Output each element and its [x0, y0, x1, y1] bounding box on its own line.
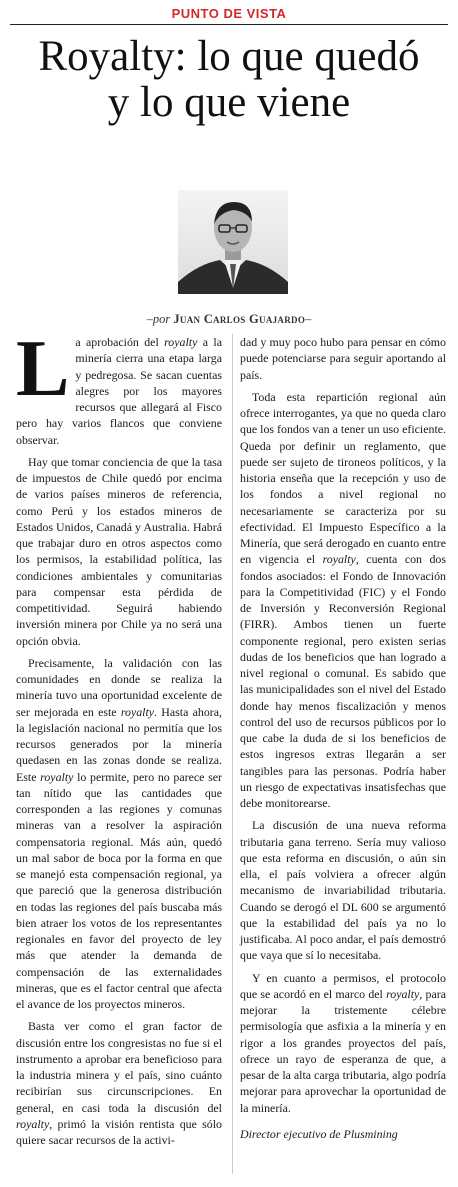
author-name: Juan Carlos Guajardo [173, 312, 306, 326]
headline [0, 34, 458, 126]
article-paragraph: La discusión de una nueva reforma tributaria gana terreno. Sería muy valioso que esta reforma en discusión, o aún sin ella, el país volviera a ofrecer algún mecanismo de invariabilidad tributaria. Cuando se derogó el DL 600 se argumentó que la estabilidad del país ya no lo justificaba. Al poco andar, el país demostró que vaya que sí lo necesitaba. [240, 818, 446, 963]
header-rule [10, 24, 448, 25]
column-divider [232, 334, 233, 1174]
article-paragraph: La aprobación del royalty a la minería cierra una etapa larga y pedregosa. Se sacan cuentas alegres por los mayores recursos que allegará al Fisco pero hay varios flancos que conviene observar. [16, 325, 222, 447]
byline-prefix: –por [146, 312, 171, 326]
author-photo [178, 190, 288, 294]
headline-line-1: Royalty: lo que quedó [38, 33, 420, 80]
article-paragraph: Toda esta repartición regional aún ofrece interrogantes, ya que no queda claro que los fondos van a tener un uso eficiente. Queda por definir un reglamento, que puede ser sujeto de tironeos políticos, y la historia enseña que la recepción y uso de los fondos a nivel regional no necesariamente se caracteriza por su efectividad. El Impuesto Específico a la Minería, que será derogado en cuanto entre en vigencia el royalty, cuenta con dos fondos asociados: el Fondo de Innovación para la Competitividad (FIC) y el Fondo de Inversión y Reconversión Regional (FIRR). Ambos tienen un fuerte componente regional, pero existen serias dudas de los beneficios que han logrado a nivel regional o comunal. Es sabido que las municipalidades son el nivel del Estado donde hay menos fiscalización y menos control del uso de recursos públicos por lo que cabe la duda de si los beneficios de estos ingresos extras llegarán a ser tangibles para las personas. Podría haber un riesgo de expectativas insatisfechas que debe monitorearse. [240, 389, 447, 810]
section-label: PUNTO DE VISTA [171, 6, 287, 21]
article-paragraph: dad y muy poco hubo para pensar en cómo puede potenciarse para seguir aportando al país. [240, 335, 446, 382]
headline-line-2: y lo que viene [107, 79, 351, 126]
article-column-left [16, 325, 223, 1154]
article-column-right [240, 334, 446, 1148]
drop-cap: L [16, 325, 70, 413]
article-paragraph: Y en cuanto a permisos, el protocolo que se acordó en el marco del royalty, para mejorar la tristemente célebre permisología que asfixia a la minería y en rigor a los grandes proyectos del país, ofrece un rayo de esperanza de que, a pesar de la alta carga tributaria, algo podría mejorar para aprovechar la oportunidad de la minería. [240, 970, 446, 1115]
article-paragraph: Basta ver como el gran factor de discusión entre los congresistas no fue si el instrumento a aprobar era beneficioso para la industria minera y el país, sino cuánto recibirían sus circunscripciones. En general, en casi toda la discusión del royalty, primó la visión rentista que sólo quiere sacar recursos de la activi- [16, 1019, 222, 1147]
article-paragraph: Precisamente, la validación con las comunidades en donde se realiza la minería tuvo una oportunidad excelente de ser mejorada en este royalty. Hasta ahora, la legislación nacional no permitía que los recursos generados por la minería quedasen en las zonas donde se realiza. Este royalty lo permite, pero no parece ser tan nítido que las cantidades que corresponden a las regiones y comunas mineras van a resolver la aspiración compensatoria regional. Más aún, quedó un mal sabor de boca por la forma en que se manejó esta compensación regional, ya que pareció que la generosa distribución en todas las regiones del país buscaba más bien atraer los votos de los representantes regionales en favor del proyecto de ley más que atender la demanda de compensación de las externalidades mineras, que es el factor central que afecta el avance de los proyectos mineros. [16, 655, 223, 1011]
byline-suffix: – [305, 312, 312, 326]
author-signature: Director ejecutivo de Plusmining [240, 1126, 398, 1141]
article-paragraph: Hay que tomar conciencia de que la tasa de impuestos de Chile quedó por encima de varios países mineros de referencia, como Perú y los estados mineros de Estados Unidos, Canadá y Australia. Habrá que trabajar duro en otros aspectos como los permisos, la estabilidad política, las condiciones ambientales y comunitarias para compensar esta pérdida de competitividad. Seguirá habiendo inversión minera por Chile ya no será una opción obvia. [16, 454, 222, 648]
